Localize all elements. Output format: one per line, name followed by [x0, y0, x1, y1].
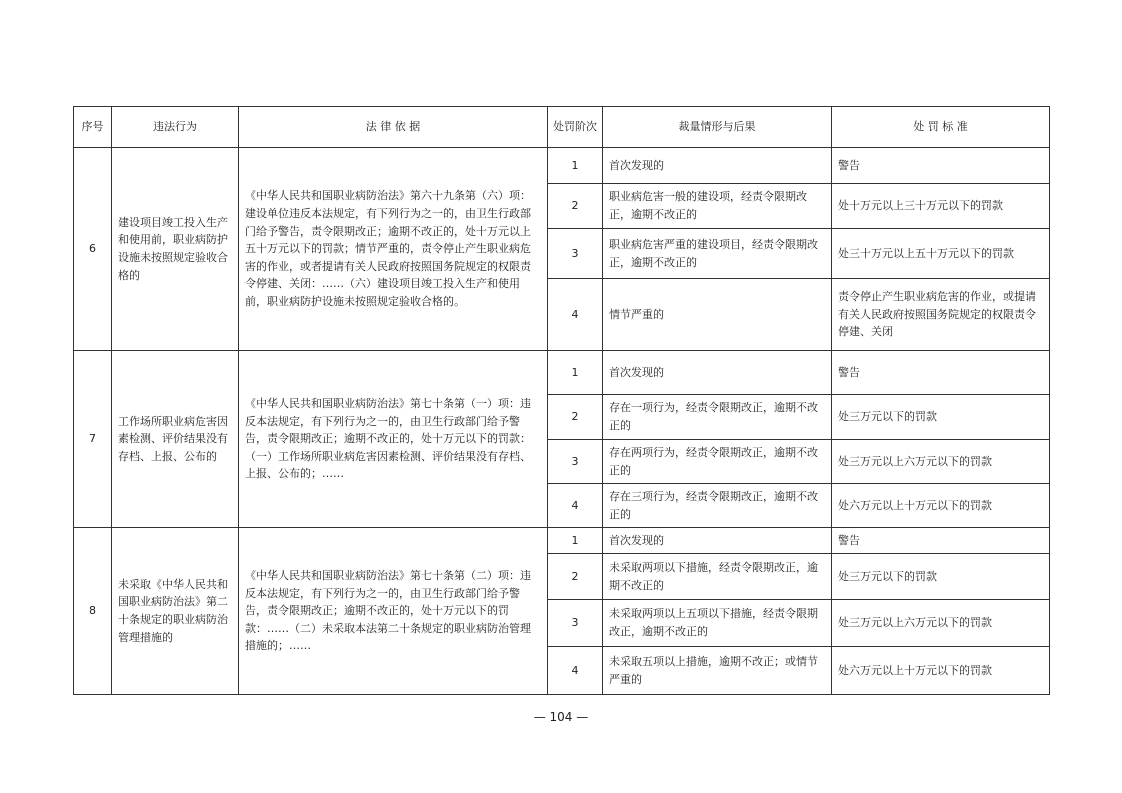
- standard-cell: 处三万元以下的罚款: [832, 395, 1050, 440]
- times-cell: 2: [548, 395, 603, 440]
- table-header-row: [74, 107, 1050, 148]
- standard-cell: 处六万元以上十万元以下的罚款: [832, 647, 1050, 695]
- times-cell: 2: [548, 184, 603, 229]
- standard-cell: 警告: [832, 148, 1050, 184]
- seq-cell: 6: [74, 148, 112, 351]
- table-row: [74, 148, 1050, 184]
- standard-cell: 责令停止产生职业病危害的作业，或提请有关人民政府按照国务院规定的权限责令停建、关闭: [832, 279, 1050, 351]
- times-cell: 2: [548, 554, 603, 600]
- header-basis: 法 律 依 据: [239, 107, 548, 148]
- seq-cell: 8: [74, 528, 112, 695]
- act-cell: 建设项目竣工投入生产和使用前，职业病防护设施未按照规定验收合格的: [112, 148, 239, 351]
- standard-cell: 处三万元以上六万元以下的罚款: [832, 440, 1050, 484]
- standard-cell: 处三万元以上六万元以下的罚款: [832, 600, 1050, 647]
- circumstance-cell: 存在三项行为，经责令限期改正，逾期不改正的: [603, 484, 832, 528]
- table-row: [74, 351, 1050, 395]
- circumstance-cell: 职业病危害一般的建设项，经责令限期改正，逾期不改正的: [603, 184, 832, 229]
- page-number: — 104 —: [533, 710, 589, 724]
- standard-cell: 警告: [832, 351, 1050, 395]
- times-cell: 3: [548, 440, 603, 484]
- circumstance-cell: 存在一项行为，经责令限期改正，逾期不改正的: [603, 395, 832, 440]
- circumstance-cell: 首次发现的: [603, 148, 832, 184]
- circumstance-cell: 未采取五项以上措施，逾期不改正；或情节严重的: [603, 647, 832, 695]
- times-cell: 4: [548, 647, 603, 695]
- times-cell: 3: [548, 229, 603, 279]
- act-cell: 工作场所职业病危害因素检测、评价结果没有存档、上报、公布的: [112, 351, 239, 528]
- circumstance-cell: 存在两项行为，经责令限期改正，逾期不改正的: [603, 440, 832, 484]
- times-cell: 4: [548, 484, 603, 528]
- header-circumstance: 裁量情形与后果: [603, 107, 832, 148]
- act-cell: 未采取《中华人民共和国职业病防治法》第二十条规定的职业病防治管理措施的: [112, 528, 239, 695]
- header-standard: 处 罚 标 准: [832, 107, 1050, 148]
- circumstance-cell: 首次发现的: [603, 351, 832, 395]
- circumstance-cell: 首次发现的: [603, 528, 832, 554]
- circumstance-cell: 情节严重的: [603, 279, 832, 351]
- standard-cell: 处六万元以上十万元以下的罚款: [832, 484, 1050, 528]
- circumstance-cell: 未采取两项以下措施，经责令限期改正，逾期不改正的: [603, 554, 832, 600]
- seq-cell: 7: [74, 351, 112, 528]
- basis-cell: 《中华人民共和国职业病防治法》第六十九条第（六）项：建设单位违反本法规定，有下列行为之一的，由卫生行政部门给予警告，责令限期改正；逾期不改正的，处十万元以上五十万元以下的罚款；情节严重的，责令停止产生职业病危害的作业，或者提请有关人民政府按照国务院规定的权限责令停建、关闭：……（六）建设项目竣工投入生产和使用前，职业病防护设施未按照规定验收合格的。: [239, 148, 548, 351]
- standard-cell: 处三十万元以上五十万元以下的罚款: [832, 229, 1050, 279]
- basis-cell: 《中华人民共和国职业病防治法》第七十条第（二）项：违反本法规定，有下列行为之一的，由卫生行政部门给予警告，责令限期改正；逾期不改正的，处十万元以下的罚款：……（二）未采取本法第二十条规定的职业病防治管理措施的；……: [239, 528, 548, 695]
- standard-cell: 处十万元以上三十万元以下的罚款: [832, 184, 1050, 229]
- standard-cell: 处三万元以下的罚款: [832, 554, 1050, 600]
- times-cell: 4: [548, 279, 603, 351]
- times-cell: 1: [548, 148, 603, 184]
- times-cell: 1: [548, 351, 603, 395]
- circumstance-cell: 未采取两项以上五项以下措施，经责令限期改正，逾期不改正的: [603, 600, 832, 647]
- penalty-standard-table: [73, 106, 1050, 695]
- circumstance-cell: 职业病危害严重的建设项目，经责令限期改正，逾期不改正的: [603, 229, 832, 279]
- times-cell: 3: [548, 600, 603, 647]
- times-cell: 1: [548, 528, 603, 554]
- header-times: 处罚阶次: [548, 107, 603, 148]
- header-act: 违法行为: [112, 107, 239, 148]
- basis-cell: 《中华人民共和国职业病防治法》第七十条第（一）项：违反本法规定，有下列行为之一的，由卫生行政部门给予警告，责令限期改正；逾期不改正的，处十万元以下的罚款：（一）工作场所职业病危害因素检测、评价结果没有存档、上报、公布的；……: [239, 351, 548, 528]
- table-row: [74, 528, 1050, 554]
- standard-cell: 警告: [832, 528, 1050, 554]
- header-seq: 序号: [74, 107, 112, 148]
